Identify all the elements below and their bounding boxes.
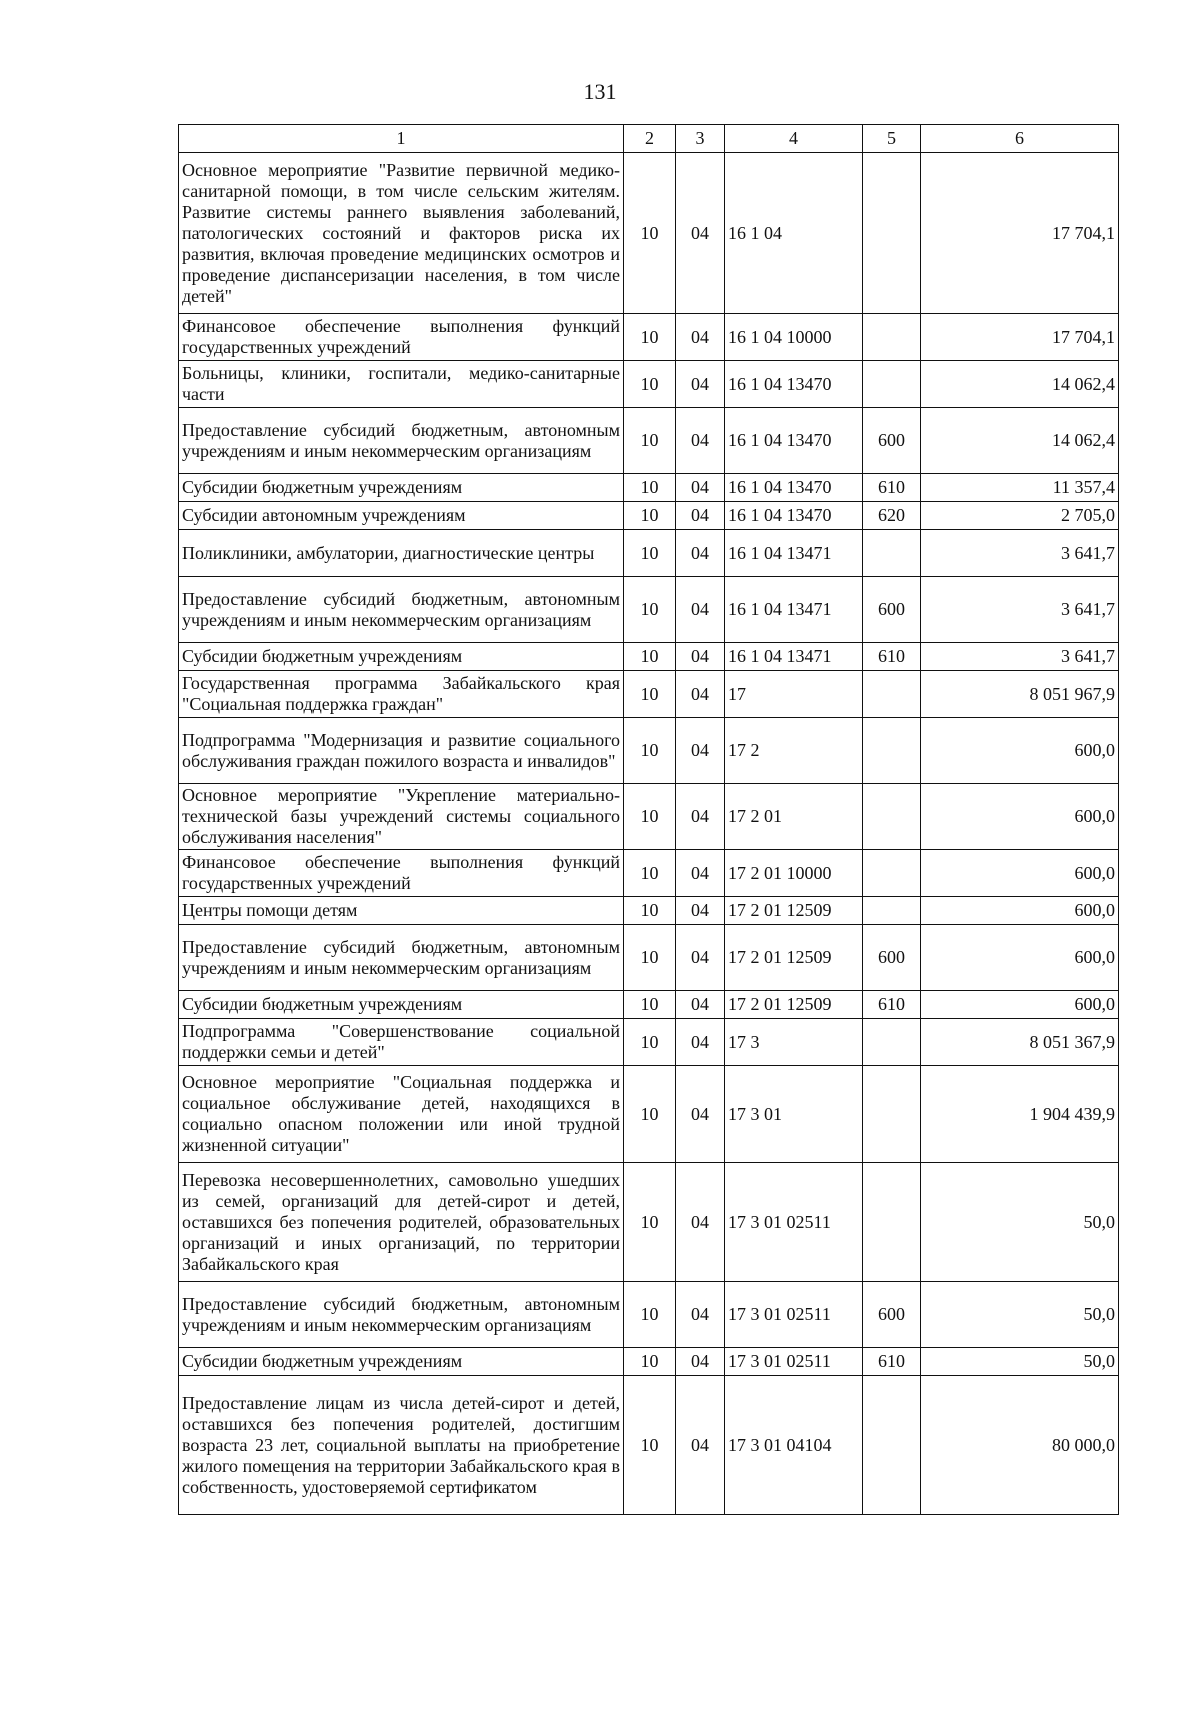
cell-expense-type bbox=[863, 530, 921, 577]
column-header: 4 bbox=[725, 125, 863, 153]
cell-amount: 14 062,4 bbox=[921, 408, 1119, 474]
cell-name: Финансовое обеспечение выполнения функций государственных учреждений bbox=[179, 314, 624, 361]
cell-name: Поликлиники, амбулатории, диагностические центры bbox=[179, 530, 624, 577]
cell-expense-type bbox=[863, 671, 921, 718]
cell-section: 10 bbox=[624, 1348, 676, 1376]
cell-target-article: 17 2 01 12509 bbox=[725, 925, 863, 991]
cell-section: 10 bbox=[624, 925, 676, 991]
cell-amount: 17 704,1 bbox=[921, 153, 1119, 314]
cell-subsection: 04 bbox=[676, 530, 725, 577]
cell-expense-type: 600 bbox=[863, 408, 921, 474]
cell-expense-type bbox=[863, 153, 921, 314]
cell-expense-type bbox=[863, 1019, 921, 1066]
cell-amount: 50,0 bbox=[921, 1282, 1119, 1348]
cell-expense-type: 600 bbox=[863, 1282, 921, 1348]
cell-amount: 50,0 bbox=[921, 1348, 1119, 1376]
cell-target-article: 16 1 04 13470 bbox=[725, 474, 863, 502]
cell-name: Основное мероприятие "Укрепление материально-технической базы учреждений системы социального обслуживания населения" bbox=[179, 784, 624, 850]
cell-target-article: 17 3 bbox=[725, 1019, 863, 1066]
cell-subsection: 04 bbox=[676, 153, 725, 314]
cell-section: 10 bbox=[624, 991, 676, 1019]
cell-name: Центры помощи детям bbox=[179, 897, 624, 925]
cell-target-article: 16 1 04 13471 bbox=[725, 577, 863, 643]
table-row bbox=[179, 991, 1119, 1019]
cell-subsection: 04 bbox=[676, 314, 725, 361]
table-row bbox=[179, 784, 1119, 850]
cell-subsection: 04 bbox=[676, 671, 725, 718]
cell-section: 10 bbox=[624, 784, 676, 850]
cell-expense-type: 610 bbox=[863, 643, 921, 671]
table-row bbox=[179, 474, 1119, 502]
cell-target-article: 17 3 01 bbox=[725, 1066, 863, 1163]
table-row bbox=[179, 643, 1119, 671]
cell-target-article: 17 2 01 12509 bbox=[725, 991, 863, 1019]
cell-section: 10 bbox=[624, 153, 676, 314]
column-header: 5 bbox=[863, 125, 921, 153]
table-row bbox=[179, 850, 1119, 897]
cell-section: 10 bbox=[624, 408, 676, 474]
cell-subsection: 04 bbox=[676, 925, 725, 991]
table-row bbox=[179, 897, 1119, 925]
cell-expense-type: 610 bbox=[863, 991, 921, 1019]
cell-expense-type bbox=[863, 361, 921, 408]
cell-amount: 600,0 bbox=[921, 784, 1119, 850]
cell-amount: 1 904 439,9 bbox=[921, 1066, 1119, 1163]
budget-table bbox=[178, 124, 1119, 1515]
cell-name: Предоставление лицам из числа детей-сирот и детей, оставшихся без попечения родителей, достигшим возраста 23 лет, социальной выплаты на приобретение жилого помещения на территории Забайкальского края в собственность, удостоверяемой сертификатом bbox=[179, 1376, 624, 1515]
column-header: 3 bbox=[676, 125, 725, 153]
cell-subsection: 04 bbox=[676, 361, 725, 408]
cell-section: 10 bbox=[624, 577, 676, 643]
cell-amount: 11 357,4 bbox=[921, 474, 1119, 502]
cell-section: 10 bbox=[624, 1282, 676, 1348]
cell-name: Субсидии бюджетным учреждениям bbox=[179, 1348, 624, 1376]
cell-expense-type: 610 bbox=[863, 1348, 921, 1376]
cell-section: 10 bbox=[624, 643, 676, 671]
cell-section: 10 bbox=[624, 850, 676, 897]
cell-amount: 50,0 bbox=[921, 1163, 1119, 1282]
cell-expense-type: 600 bbox=[863, 577, 921, 643]
cell-name: Субсидии бюджетным учреждениям bbox=[179, 643, 624, 671]
cell-amount: 8 051 967,9 bbox=[921, 671, 1119, 718]
cell-expense-type bbox=[863, 897, 921, 925]
table-row bbox=[179, 718, 1119, 784]
cell-amount: 17 704,1 bbox=[921, 314, 1119, 361]
cell-expense-type bbox=[863, 1376, 921, 1515]
table-row bbox=[179, 1282, 1119, 1348]
cell-name: Подпрограмма "Модернизация и развитие социального обслуживания граждан пожилого возраста и инвалидов" bbox=[179, 718, 624, 784]
table-row bbox=[179, 502, 1119, 530]
table-row bbox=[179, 925, 1119, 991]
cell-expense-type: 600 bbox=[863, 925, 921, 991]
cell-expense-type bbox=[863, 1066, 921, 1163]
cell-section: 10 bbox=[624, 1019, 676, 1066]
table-row bbox=[179, 1066, 1119, 1163]
cell-target-article: 16 1 04 10000 bbox=[725, 314, 863, 361]
table-body bbox=[179, 153, 1119, 1515]
column-header: 2 bbox=[624, 125, 676, 153]
cell-target-article: 17 3 01 02511 bbox=[725, 1348, 863, 1376]
cell-name: Подпрограмма "Совершенствование социальной поддержки семьи и детей" bbox=[179, 1019, 624, 1066]
cell-name: Предоставление субсидий бюджетным, автономным учреждениям и иным некоммерческим организациям bbox=[179, 1282, 624, 1348]
cell-section: 10 bbox=[624, 671, 676, 718]
cell-section: 10 bbox=[624, 530, 676, 577]
cell-name: Субсидии бюджетным учреждениям bbox=[179, 474, 624, 502]
cell-name: Финансовое обеспечение выполнения функций государственных учреждений bbox=[179, 850, 624, 897]
cell-subsection: 04 bbox=[676, 643, 725, 671]
cell-subsection: 04 bbox=[676, 1282, 725, 1348]
cell-subsection: 04 bbox=[676, 897, 725, 925]
cell-amount: 3 641,7 bbox=[921, 643, 1119, 671]
table-row bbox=[179, 1348, 1119, 1376]
cell-amount: 600,0 bbox=[921, 897, 1119, 925]
cell-section: 10 bbox=[624, 1376, 676, 1515]
cell-amount: 3 641,7 bbox=[921, 577, 1119, 643]
cell-section: 10 bbox=[624, 718, 676, 784]
cell-target-article: 16 1 04 bbox=[725, 153, 863, 314]
cell-name: Основное мероприятие "Развитие первичной медико-санитарной помощи, в том числе сельским жителям. Развитие системы раннего выявления заболеваний, патологических состояний и факторов риска их развития, включая проведение медицинских осмотров и проведение диспансеризации населения, в том числе детей" bbox=[179, 153, 624, 314]
table-row bbox=[179, 1376, 1119, 1515]
cell-amount: 2 705,0 bbox=[921, 502, 1119, 530]
cell-section: 10 bbox=[624, 1163, 676, 1282]
cell-subsection: 04 bbox=[676, 1019, 725, 1066]
cell-expense-type bbox=[863, 784, 921, 850]
cell-section: 10 bbox=[624, 314, 676, 361]
cell-target-article: 16 1 04 13470 bbox=[725, 502, 863, 530]
table-row bbox=[179, 530, 1119, 577]
cell-subsection: 04 bbox=[676, 1163, 725, 1282]
cell-target-article: 16 1 04 13471 bbox=[725, 530, 863, 577]
cell-target-article: 17 bbox=[725, 671, 863, 718]
cell-amount: 14 062,4 bbox=[921, 361, 1119, 408]
cell-subsection: 04 bbox=[676, 577, 725, 643]
page-number: 131 bbox=[583, 79, 617, 104]
table-header-row bbox=[179, 125, 1119, 153]
cell-name: Государственная программа Забайкальского края "Социальная поддержка граждан" bbox=[179, 671, 624, 718]
cell-target-article: 17 2 01 12509 bbox=[725, 897, 863, 925]
table-row bbox=[179, 1019, 1119, 1066]
cell-expense-type bbox=[863, 718, 921, 784]
table-row bbox=[179, 1163, 1119, 1282]
cell-name: Субсидии бюджетным учреждениям bbox=[179, 991, 624, 1019]
cell-target-article: 16 1 04 13470 bbox=[725, 408, 863, 474]
cell-amount: 600,0 bbox=[921, 718, 1119, 784]
cell-subsection: 04 bbox=[676, 502, 725, 530]
cell-target-article: 17 2 01 bbox=[725, 784, 863, 850]
cell-name: Субсидии автономным учреждениям bbox=[179, 502, 624, 530]
cell-subsection: 04 bbox=[676, 408, 725, 474]
cell-name: Предоставление субсидий бюджетным, автономным учреждениям и иным некоммерческим организациям bbox=[179, 925, 624, 991]
cell-target-article: 17 3 01 02511 bbox=[725, 1282, 863, 1348]
cell-subsection: 04 bbox=[676, 784, 725, 850]
cell-amount: 8 051 367,9 bbox=[921, 1019, 1119, 1066]
cell-subsection: 04 bbox=[676, 850, 725, 897]
table-row bbox=[179, 671, 1119, 718]
cell-name: Основное мероприятие "Социальная поддержка и социальное обслуживание детей, находящихся в социально опасном положении или иной трудной жизненной ситуации" bbox=[179, 1066, 624, 1163]
cell-section: 10 bbox=[624, 361, 676, 408]
cell-target-article: 16 1 04 13471 bbox=[725, 643, 863, 671]
cell-subsection: 04 bbox=[676, 1348, 725, 1376]
cell-subsection: 04 bbox=[676, 474, 725, 502]
cell-expense-type bbox=[863, 1163, 921, 1282]
cell-target-article: 16 1 04 13470 bbox=[725, 361, 863, 408]
cell-expense-type bbox=[863, 850, 921, 897]
cell-section: 10 bbox=[624, 1066, 676, 1163]
table-row bbox=[179, 408, 1119, 474]
cell-amount: 600,0 bbox=[921, 850, 1119, 897]
cell-subsection: 04 bbox=[676, 1066, 725, 1163]
cell-target-article: 17 3 01 04104 bbox=[725, 1376, 863, 1515]
cell-amount: 3 641,7 bbox=[921, 530, 1119, 577]
column-header: 6 bbox=[921, 125, 1119, 153]
cell-subsection: 04 bbox=[676, 991, 725, 1019]
cell-expense-type: 610 bbox=[863, 474, 921, 502]
cell-target-article: 17 3 01 02511 bbox=[725, 1163, 863, 1282]
cell-subsection: 04 bbox=[676, 1376, 725, 1515]
cell-amount: 600,0 bbox=[921, 925, 1119, 991]
cell-expense-type: 620 bbox=[863, 502, 921, 530]
cell-name: Предоставление субсидий бюджетным, автономным учреждениям и иным некоммерческим организациям bbox=[179, 577, 624, 643]
cell-section: 10 bbox=[624, 474, 676, 502]
cell-subsection: 04 bbox=[676, 718, 725, 784]
cell-target-article: 17 2 bbox=[725, 718, 863, 784]
cell-section: 10 bbox=[624, 502, 676, 530]
cell-amount: 600,0 bbox=[921, 991, 1119, 1019]
cell-target-article: 17 2 01 10000 bbox=[725, 850, 863, 897]
cell-name: Перевозка несовершеннолетних, самовольно ушедших из семей, организаций для детей-сирот и детей, оставшихся без попечения родителей, образовательных организаций и иных организаций, по территории Забайкальского края bbox=[179, 1163, 624, 1282]
cell-name: Больницы, клиники, госпитали, медико-санитарные части bbox=[179, 361, 624, 408]
cell-amount: 80 000,0 bbox=[921, 1376, 1119, 1515]
table-row bbox=[179, 361, 1119, 408]
table-row bbox=[179, 314, 1119, 361]
table-row bbox=[179, 153, 1119, 314]
table-row bbox=[179, 577, 1119, 643]
cell-section: 10 bbox=[624, 897, 676, 925]
cell-expense-type bbox=[863, 314, 921, 361]
cell-name: Предоставление субсидий бюджетным, автономным учреждениям и иным некоммерческим организациям bbox=[179, 408, 624, 474]
column-header: 1 bbox=[179, 125, 624, 153]
